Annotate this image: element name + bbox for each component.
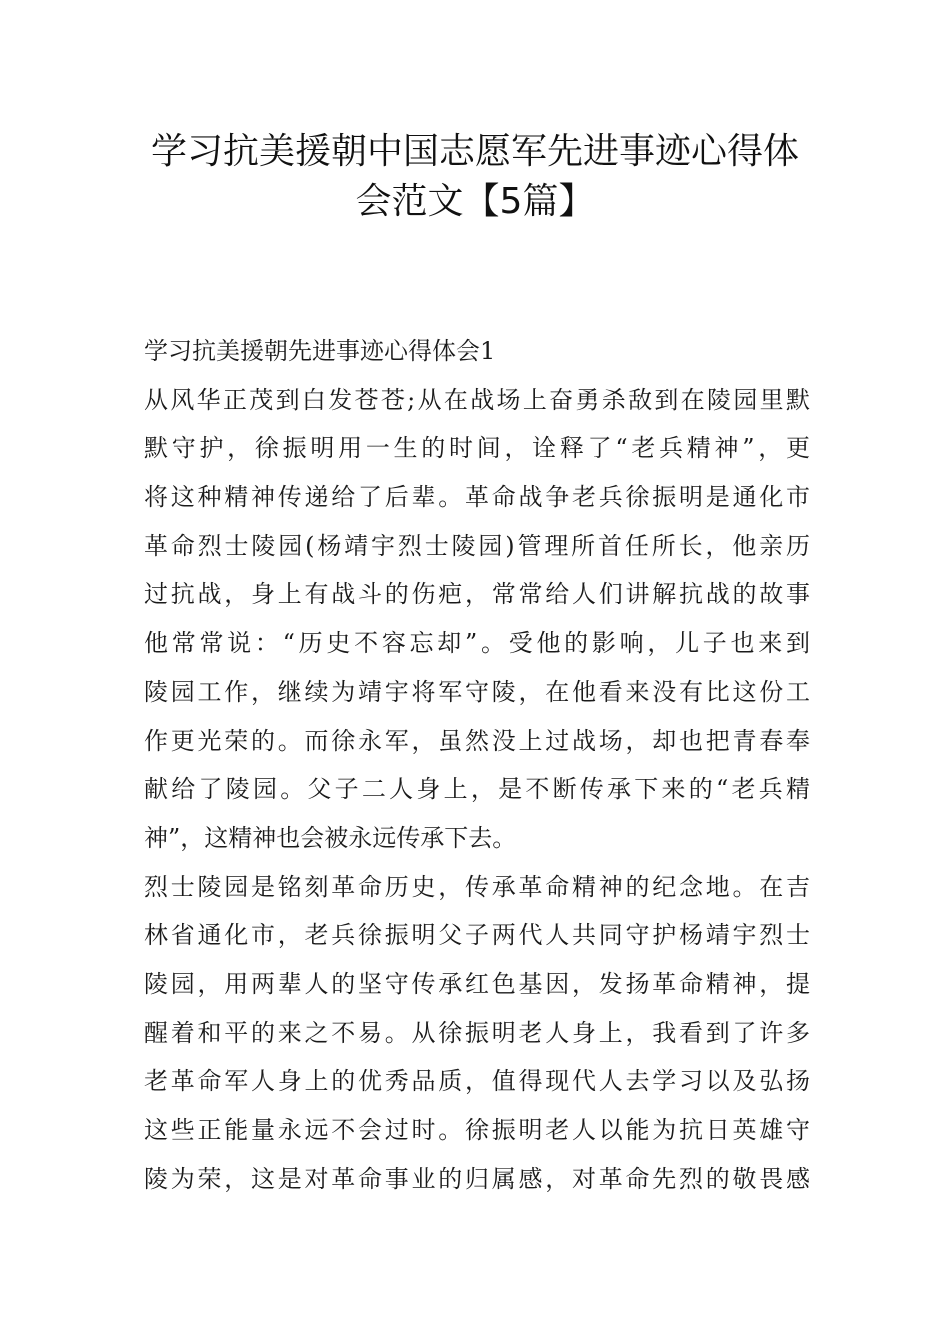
paragraph-line: 陵园，用两辈人的坚守传承红色基因，发扬革命精神，提 — [144, 969, 810, 998]
document-title-line-1: 学习抗美援朝中国志愿军先进事迹心得体 — [150, 131, 799, 172]
section-heading: 学习抗美援朝先进事迹心得体会1 — [144, 337, 496, 365]
document-body — [144, 327, 810, 1203]
paragraph-line: 革命烈士陵园(杨靖宇烈士陵园)管理所首任所长，他亲历 — [144, 531, 810, 560]
paragraph-line: 陵园工作，继续为靖宇将军守陵，在他看来没有比这份工 — [144, 677, 810, 706]
paragraph-line: 这些正能量永远不会过时。徐振明老人以能为抗日英雄守 — [144, 1116, 810, 1144]
paragraph-line: 醒着和平的来之不易。从徐振明老人身上，我看到了许多 — [144, 1018, 810, 1047]
paragraph-line: 神”，这精神也会被永远传承下去。 — [144, 823, 517, 852]
paragraph-1 — [144, 376, 810, 863]
paragraph-line: 过抗战，身上有战斗的伤疤，常常给人们讲解抗战的故事 — [144, 580, 810, 609]
paragraph-line: 从风华正茂到白发苍苍;从在战场上奋勇杀敌到在陵园里默 — [144, 385, 810, 414]
paragraph-line: 将这种精神传递给了后辈。革命战争老兵徐振明是通化市 — [144, 483, 810, 512]
paragraph-line: 林省通化市，老兵徐振明父子两代人共同守护杨靖宇烈士 — [144, 921, 810, 950]
paragraph-line: 老革命军人身上的优秀品质，值得现代人去学习以及弘扬 — [144, 1067, 810, 1096]
paragraph-line: 默守护，徐振明用一生的时间，诠释了“老兵精神”，更 — [144, 434, 810, 463]
paragraph-line: 献给了陵园。父子二人身上，是不断传承下来的“老兵精 — [144, 775, 810, 804]
paragraph-line: 他常常说：“历史不容忘却”。受他的影响，儿子也来到 — [144, 629, 810, 658]
document-title-line-2: 会范文【5篇】 — [355, 181, 595, 222]
paragraph-line: 作更光荣的。而徐永军，虽然没上过战场，却也把青春奉 — [144, 726, 810, 755]
paragraph-line: 陵为荣，这是对革命事业的归属感，对革命先烈的敬畏感 — [144, 1164, 810, 1193]
paragraph-2 — [144, 863, 810, 1204]
paragraph-line: 烈士陵园是铭刻革命历史，传承革命精神的纪念地。在吉 — [144, 872, 810, 901]
